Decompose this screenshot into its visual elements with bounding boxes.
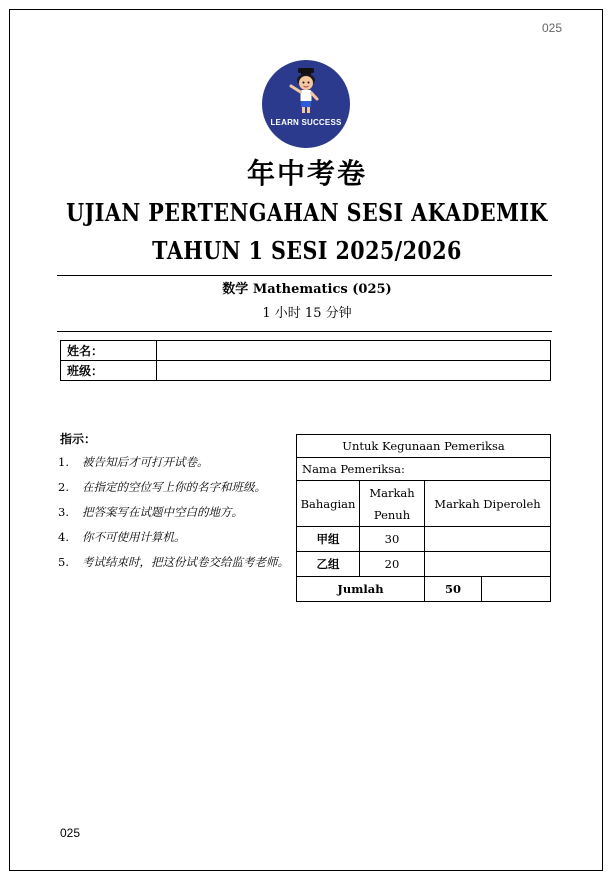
- instruction-item: [58, 475, 293, 500]
- divider-top: [57, 275, 552, 276]
- page-code-bottom: 025: [60, 826, 81, 840]
- total-full-marks: 50: [425, 577, 482, 602]
- logo-text: LEARN SUCCESS: [270, 118, 342, 127]
- instruction-text: 把答案写在试题中空白的地方。: [82, 505, 243, 519]
- title-line-1: UJIAN PERTENGAHAN SESI AKADEMIK: [66, 198, 548, 227]
- section-full-marks: 30: [360, 527, 425, 552]
- instruction-item: [58, 500, 293, 525]
- instruction-item: [58, 450, 293, 475]
- instruction-number: 4.: [58, 530, 69, 544]
- total-obtained[interactable]: [482, 577, 551, 602]
- instruction-number: 3.: [58, 505, 69, 519]
- section-label: 乙组: [297, 552, 360, 577]
- learn-success-logo: [262, 60, 350, 148]
- name-label: 姓名：: [61, 341, 157, 361]
- examiner-name-label[interactable]: Nama Pemeriksa:: [297, 458, 551, 481]
- instruction-item: [58, 525, 293, 550]
- exam-cover-page: [9, 9, 603, 871]
- student-mascot-icon: [262, 60, 350, 148]
- student-info-table: [60, 340, 551, 381]
- instruction-text: 在指定的空位写上你的名字和班级。: [82, 480, 266, 494]
- instruction-text: 你不可使用计算机。: [82, 530, 186, 544]
- page-code-top: 025: [541, 21, 562, 35]
- column-header-row: [297, 481, 551, 527]
- section-obtained[interactable]: [425, 527, 551, 552]
- instruction-number: 2.: [58, 480, 69, 494]
- instruction-number: 1.: [58, 455, 69, 469]
- total-label: Jumlah: [297, 577, 425, 602]
- class-label: 班级：: [61, 361, 157, 381]
- col-section-header: Bahagian: [297, 481, 360, 527]
- examiner-table-title-row: [297, 435, 551, 458]
- instruction-item: [58, 550, 293, 575]
- class-row: [61, 361, 551, 381]
- section-label: 甲组: [297, 527, 360, 552]
- class-field[interactable]: [157, 361, 551, 381]
- section-row: [297, 527, 551, 552]
- col-obtained-header: Markah Diperoleh: [425, 481, 551, 527]
- instruction-number: 5.: [58, 555, 69, 569]
- examiner-table: [296, 434, 551, 602]
- section-full-marks: 20: [360, 552, 425, 577]
- section-obtained[interactable]: [425, 552, 551, 577]
- col-full-marks-header: Markah Penuh: [360, 481, 425, 527]
- title-chinese: 年中考卷: [246, 157, 367, 190]
- section-row: [297, 552, 551, 577]
- total-row: [297, 577, 551, 602]
- name-field[interactable]: [157, 341, 551, 361]
- name-row: [61, 341, 551, 361]
- duration-line: 1 小时 15 分钟: [262, 306, 352, 321]
- instructions-list: [58, 450, 293, 575]
- instruction-text: 考试结束时，把这份试卷交给监考老师。: [82, 555, 289, 569]
- subject-line: 数学 Mathematics (025): [222, 282, 392, 297]
- examiner-table-title: Untuk Kegunaan Pemeriksa: [297, 435, 551, 458]
- instruction-text: 被告知后才可打开试卷。: [82, 455, 209, 469]
- title-line-2: TAHUN 1 SESI 2025/2026: [152, 236, 462, 265]
- examiner-name-row: [297, 458, 551, 481]
- instructions-heading: 指示：: [60, 432, 97, 446]
- divider-bottom: [57, 331, 552, 332]
